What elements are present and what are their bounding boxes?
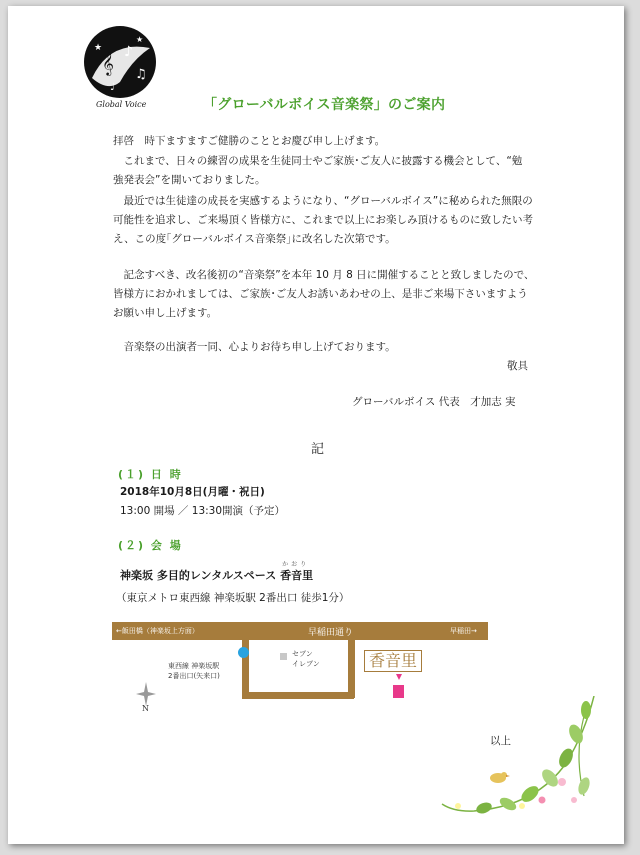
store-label-line2: イレブン	[292, 660, 320, 668]
compass-icon	[134, 680, 158, 714]
station-marker-icon	[238, 647, 249, 658]
road-label-center: 早稲田通り	[308, 628, 354, 638]
letter-p2-line2: 強発表会”を開いておりました。	[113, 174, 266, 186]
compass-label: N	[142, 704, 149, 713]
station-label-line1: 東西線 神楽坂駅	[168, 662, 220, 670]
section2-heading: (２) 会 場	[118, 539, 183, 552]
side-street-bottom	[242, 692, 354, 699]
road-label-right: 早稲田→	[450, 627, 477, 635]
venue-arrow-icon	[396, 674, 402, 680]
store-marker-icon	[280, 653, 287, 660]
venue-marker-icon	[393, 685, 404, 698]
letter-p4-line1: 記念すべき、改名後初の“音楽祭”を本年 10 月 8 日に開催することと致しましたので、	[113, 269, 535, 281]
letter-p3-line2: 可能性を追求し、ご来場頂く皆様方に、これまで以上にお楽しみ頂けるものに致したい考	[113, 214, 533, 226]
event-date: 2018年10月8日(月曜・祝日)	[120, 486, 265, 498]
venue-name-with-ruby	[280, 561, 314, 583]
venue-access: （東京メトロ東西線 神楽坂駅 2番出口 徒歩1分）	[116, 592, 350, 604]
letter-p3-line3: え、この度｢グローバルボイス音楽祭｣に改名した次第です。	[113, 233, 396, 245]
letter-signature: グローバルボイス 代表 才加志 実	[352, 396, 516, 408]
floral-vine-decoration	[434, 696, 604, 828]
svg-text:♩: ♩	[110, 82, 115, 93]
road-label-left: ←飯田橋（神楽坂上方面）	[116, 627, 199, 635]
letter-closing: 敬具	[507, 360, 528, 372]
side-street-right	[348, 640, 355, 698]
letter-p5: 音楽祭の出演者一同、心よりお待ち申し上げております。	[113, 341, 396, 353]
letter-p4-line3: お願い申し上げます。	[113, 307, 218, 319]
document-page	[8, 6, 624, 844]
venue-name: 香音里	[280, 569, 314, 582]
venue-prefix: 神楽坂 多目的レンタルスペース	[120, 569, 281, 582]
section1-heading: (１) 日 時	[118, 468, 183, 481]
letter-p2-line1: これまで、日々の練習の成果を生徒同士やご家族･ご友人に披露する機会として、“勉	[113, 155, 523, 167]
station-label-line2: 2番出口(矢来口)	[168, 672, 220, 680]
document-title: 「グローバルボイス音楽祭」のご案内	[203, 97, 446, 113]
svg-text:★: ★	[94, 43, 103, 53]
letter-p1: 拝啓 時下ますますご健勝のこととお慶び申し上げます。	[113, 135, 386, 147]
venue-map-label: 香音里	[364, 650, 422, 672]
global-voice-logo	[80, 20, 160, 120]
venue-ruby: かおり	[282, 561, 310, 568]
svg-text:♪: ♪	[124, 44, 133, 60]
logo-brand-text: Global Voice	[96, 100, 147, 109]
letter-p4-line2: 皆様方におかれましては、ご家族･ご友人お誘いあわせの上、是非ご来場下さいますよう	[113, 288, 528, 300]
venue-line	[120, 561, 314, 583]
svg-text:★: ★	[136, 35, 144, 44]
letter-p3-line1: 最近では生徒達の成長を実感するようになり、“グローバルボイス”に秘められた無限の	[113, 195, 533, 207]
svg-text:♫: ♫	[135, 67, 147, 82]
event-time: 13:00 開場 ／ 13:30開演（予定）	[120, 505, 286, 517]
ijou-closing: 以上	[490, 735, 511, 747]
svg-text:𝄞: 𝄞	[102, 51, 114, 75]
store-label-line1: セブン	[292, 650, 313, 658]
ki-heading: 記	[311, 442, 325, 457]
